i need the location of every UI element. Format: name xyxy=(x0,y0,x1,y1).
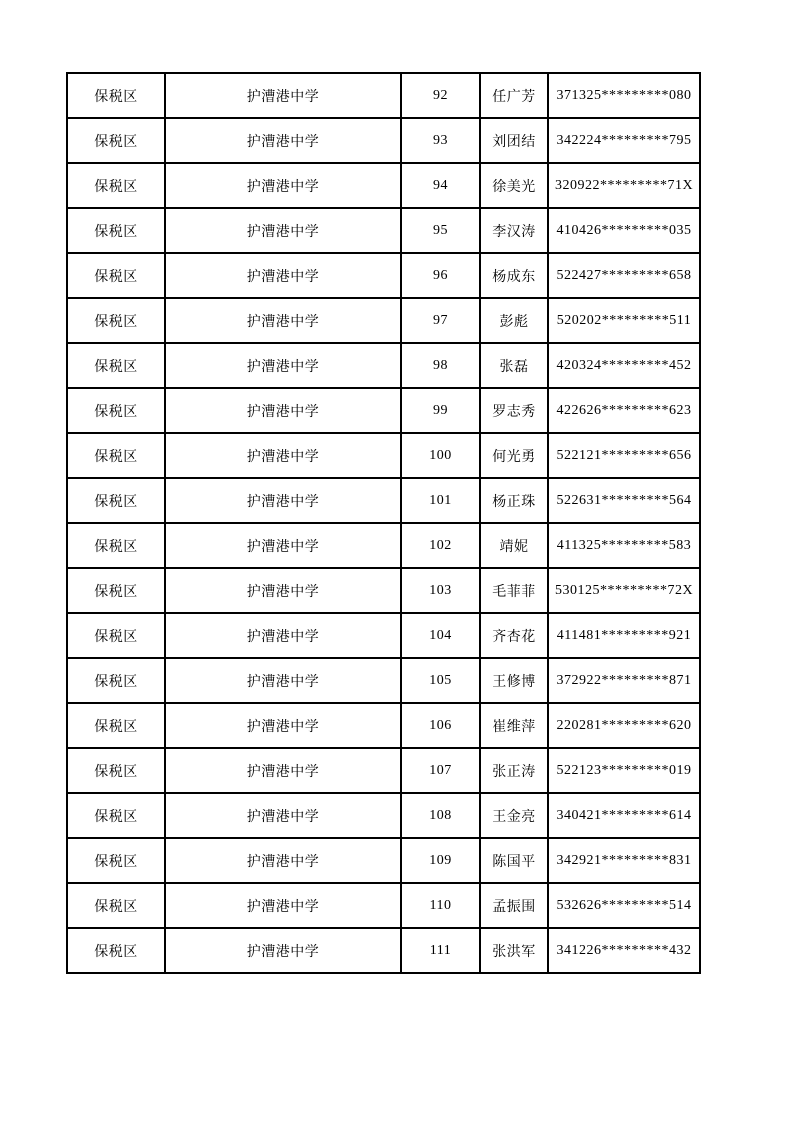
cell-school: 护漕港中学 xyxy=(165,208,401,253)
cell-id: 522123*********019 xyxy=(548,748,700,793)
table-row xyxy=(67,568,700,613)
cell-name: 陈国平 xyxy=(480,838,548,883)
table-row xyxy=(67,73,700,118)
cell-id: 220281*********620 xyxy=(548,703,700,748)
cell-number: 108 xyxy=(401,793,480,838)
cell-id: 411481*********921 xyxy=(548,613,700,658)
table-row xyxy=(67,388,700,433)
cell-name: 杨正珠 xyxy=(480,478,548,523)
cell-id: 340421*********614 xyxy=(548,793,700,838)
cell-name: 王修博 xyxy=(480,658,548,703)
cell-district: 保税区 xyxy=(67,748,165,793)
cell-number: 93 xyxy=(401,118,480,163)
cell-district: 保税区 xyxy=(67,73,165,118)
cell-number: 107 xyxy=(401,748,480,793)
cell-id: 520202*********511 xyxy=(548,298,700,343)
cell-school: 护漕港中学 xyxy=(165,388,401,433)
cell-number: 94 xyxy=(401,163,480,208)
cell-name: 彭彪 xyxy=(480,298,548,343)
table-row xyxy=(67,793,700,838)
cell-id: 371325*********080 xyxy=(548,73,700,118)
cell-district: 保税区 xyxy=(67,433,165,478)
table-row xyxy=(67,433,700,478)
table-row xyxy=(67,613,700,658)
cell-number: 103 xyxy=(401,568,480,613)
cell-number: 110 xyxy=(401,883,480,928)
roster-table xyxy=(66,72,701,974)
cell-school: 护漕港中学 xyxy=(165,253,401,298)
cell-id: 530125*********72X xyxy=(548,568,700,613)
cell-number: 109 xyxy=(401,838,480,883)
cell-school: 护漕港中学 xyxy=(165,343,401,388)
cell-school: 护漕港中学 xyxy=(165,793,401,838)
cell-name: 靖妮 xyxy=(480,523,548,568)
cell-district: 保税区 xyxy=(67,883,165,928)
cell-number: 96 xyxy=(401,253,480,298)
cell-name: 王金亮 xyxy=(480,793,548,838)
cell-name: 徐美光 xyxy=(480,163,548,208)
table-row xyxy=(67,118,700,163)
cell-id: 522631*********564 xyxy=(548,478,700,523)
table-row xyxy=(67,208,700,253)
cell-school: 护漕港中学 xyxy=(165,478,401,523)
cell-school: 护漕港中学 xyxy=(165,298,401,343)
cell-district: 保税区 xyxy=(67,703,165,748)
cell-district: 保税区 xyxy=(67,658,165,703)
table-row xyxy=(67,883,700,928)
table-body xyxy=(67,73,700,973)
cell-district: 保税区 xyxy=(67,388,165,433)
cell-school: 护漕港中学 xyxy=(165,613,401,658)
cell-district: 保税区 xyxy=(67,523,165,568)
cell-name: 何光勇 xyxy=(480,433,548,478)
cell-number: 99 xyxy=(401,388,480,433)
cell-school: 护漕港中学 xyxy=(165,748,401,793)
table-row xyxy=(67,343,700,388)
table-row xyxy=(67,298,700,343)
cell-number: 97 xyxy=(401,298,480,343)
table-row xyxy=(67,478,700,523)
cell-school: 护漕港中学 xyxy=(165,73,401,118)
cell-district: 保税区 xyxy=(67,613,165,658)
cell-id: 422626*********623 xyxy=(548,388,700,433)
cell-name: 杨成东 xyxy=(480,253,548,298)
table-row xyxy=(67,928,700,973)
cell-district: 保税区 xyxy=(67,568,165,613)
cell-school: 护漕港中学 xyxy=(165,928,401,973)
cell-id: 342224*********795 xyxy=(548,118,700,163)
cell-number: 102 xyxy=(401,523,480,568)
cell-school: 护漕港中学 xyxy=(165,433,401,478)
cell-number: 111 xyxy=(401,928,480,973)
cell-school: 护漕港中学 xyxy=(165,118,401,163)
cell-id: 532626*********514 xyxy=(548,883,700,928)
cell-school: 护漕港中学 xyxy=(165,883,401,928)
table-row xyxy=(67,523,700,568)
cell-district: 保税区 xyxy=(67,208,165,253)
cell-school: 护漕港中学 xyxy=(165,703,401,748)
cell-district: 保税区 xyxy=(67,118,165,163)
table-row xyxy=(67,253,700,298)
cell-name: 罗志秀 xyxy=(480,388,548,433)
cell-name: 崔维萍 xyxy=(480,703,548,748)
cell-id: 411325*********583 xyxy=(548,523,700,568)
cell-district: 保税区 xyxy=(67,343,165,388)
cell-number: 100 xyxy=(401,433,480,478)
cell-id: 341226*********432 xyxy=(548,928,700,973)
cell-district: 保税区 xyxy=(67,928,165,973)
cell-id: 342921*********831 xyxy=(548,838,700,883)
cell-number: 92 xyxy=(401,73,480,118)
cell-district: 保税区 xyxy=(67,478,165,523)
cell-district: 保税区 xyxy=(67,163,165,208)
cell-id: 420324*********452 xyxy=(548,343,700,388)
table-row xyxy=(67,163,700,208)
cell-district: 保税区 xyxy=(67,793,165,838)
cell-name: 李汉涛 xyxy=(480,208,548,253)
cell-name: 齐杏花 xyxy=(480,613,548,658)
cell-district: 保税区 xyxy=(67,838,165,883)
table-row xyxy=(67,748,700,793)
cell-number: 104 xyxy=(401,613,480,658)
cell-district: 保税区 xyxy=(67,253,165,298)
table-row xyxy=(67,703,700,748)
cell-id: 372922*********871 xyxy=(548,658,700,703)
cell-name: 毛菲菲 xyxy=(480,568,548,613)
table-row xyxy=(67,658,700,703)
cell-school: 护漕港中学 xyxy=(165,838,401,883)
cell-school: 护漕港中学 xyxy=(165,568,401,613)
cell-id: 320922*********71X xyxy=(548,163,700,208)
cell-name: 张磊 xyxy=(480,343,548,388)
cell-number: 95 xyxy=(401,208,480,253)
cell-number: 105 xyxy=(401,658,480,703)
cell-id: 410426*********035 xyxy=(548,208,700,253)
cell-number: 98 xyxy=(401,343,480,388)
cell-school: 护漕港中学 xyxy=(165,163,401,208)
cell-number: 101 xyxy=(401,478,480,523)
cell-name: 任广芳 xyxy=(480,73,548,118)
cell-id: 522427*********658 xyxy=(548,253,700,298)
cell-name: 张洪军 xyxy=(480,928,548,973)
cell-district: 保税区 xyxy=(67,298,165,343)
cell-id: 522121*********656 xyxy=(548,433,700,478)
cell-school: 护漕港中学 xyxy=(165,523,401,568)
cell-name: 孟振围 xyxy=(480,883,548,928)
table-row xyxy=(67,838,700,883)
cell-name: 张正涛 xyxy=(480,748,548,793)
cell-number: 106 xyxy=(401,703,480,748)
cell-name: 刘团结 xyxy=(480,118,548,163)
cell-school: 护漕港中学 xyxy=(165,658,401,703)
